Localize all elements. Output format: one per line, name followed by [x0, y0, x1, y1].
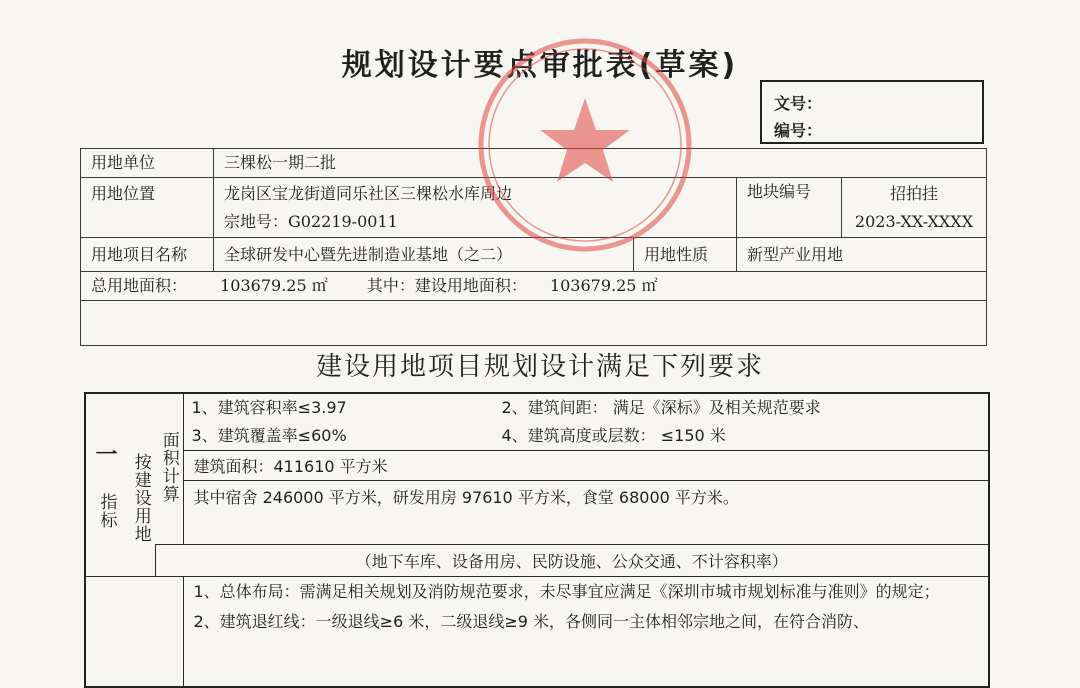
parcel-number: 宗地号：G02219-0011 [224, 211, 398, 231]
setback-text: 2、建筑退红线：一级退线≥6 米，二级退线≥9 米，各侧同一主体相邻宗地之间，在符合消防、 [193, 612, 870, 631]
location-label: 用地位置 [81, 178, 214, 238]
document-number-box [760, 80, 984, 144]
indicator-items [183, 393, 989, 451]
area-calc-cell [155, 393, 183, 545]
section-heading: 建设用地项目规划设计满足下列要求 [315, 352, 764, 382]
total-area-value: 103679.25 ㎡ [220, 276, 328, 295]
height-item: 4、建筑高度或层数： ≤150 米 [501, 426, 726, 445]
exclusion-note: （地下车库、设备用房、民防设施、公众交通、不计容积率） [155, 545, 989, 577]
plot-number-label: 地块编号 [737, 178, 842, 238]
layout-requirements [183, 577, 989, 687]
location-value: 龙岗区宝龙街道同乐社区三棵松水库周边 [224, 183, 513, 203]
coverage-item: 3、建筑覆盖率≤60% [191, 426, 347, 445]
location-cell [214, 178, 737, 238]
indicator-cell [85, 393, 127, 577]
layout-blank-cell [85, 577, 183, 687]
indicator-label: 指标 [96, 492, 117, 529]
area-calc-label: 面积计算 [158, 431, 179, 503]
unit-label: 用地单位 [81, 149, 214, 178]
doc-no-label: 文号： [774, 94, 823, 113]
plot-number-method: 招拍挂 [890, 183, 939, 203]
requirements-table [84, 392, 990, 688]
construction-area-label: 其中：建设用地面积： [366, 276, 527, 295]
plot-number-code: 2023-XX-XXXX [854, 211, 974, 231]
far-item: 1、建筑容积率≤3.97 [191, 398, 347, 417]
land-nature-label: 用地性质 [634, 238, 737, 272]
code-label: 编号： [774, 121, 823, 140]
indicator-number: 一 [95, 442, 118, 468]
layout-text: 1、总体布局：需满足相关规划及消防规范要求，未尽事宜应满足《深圳市城市规划标准与准则》的规定； [193, 582, 940, 601]
construction-area-value: 103679.25 ㎡ [549, 276, 658, 295]
by-land-label: 按建设用地 [130, 453, 151, 543]
total-area-label: 总用地面积： [91, 276, 188, 295]
spacing-item: 2、建筑间距： 满足《深标》及相关规范要求 [501, 398, 821, 417]
plot-number-cell [842, 178, 987, 238]
area-breakdown: 其中宿舍 246000 平方米，研发用房 97610 平方米，食堂 68000 平方米。 [183, 481, 989, 545]
land-nature-value: 新型产业用地 [737, 238, 987, 272]
floor-area: 建筑面积：411610 平方米 [183, 451, 989, 481]
by-land-cell [127, 393, 155, 577]
project-label: 用地项目名称 [81, 238, 214, 272]
page-title: 规划设计要点审批表(草案) [341, 48, 739, 83]
blank-row [81, 301, 987, 346]
project-value: 全球研发中心暨先进制造业基地（之二） [214, 238, 634, 272]
unit-value: 三棵松一期二批 [214, 149, 987, 178]
land-info-table [80, 148, 987, 346]
area-row [81, 272, 987, 301]
